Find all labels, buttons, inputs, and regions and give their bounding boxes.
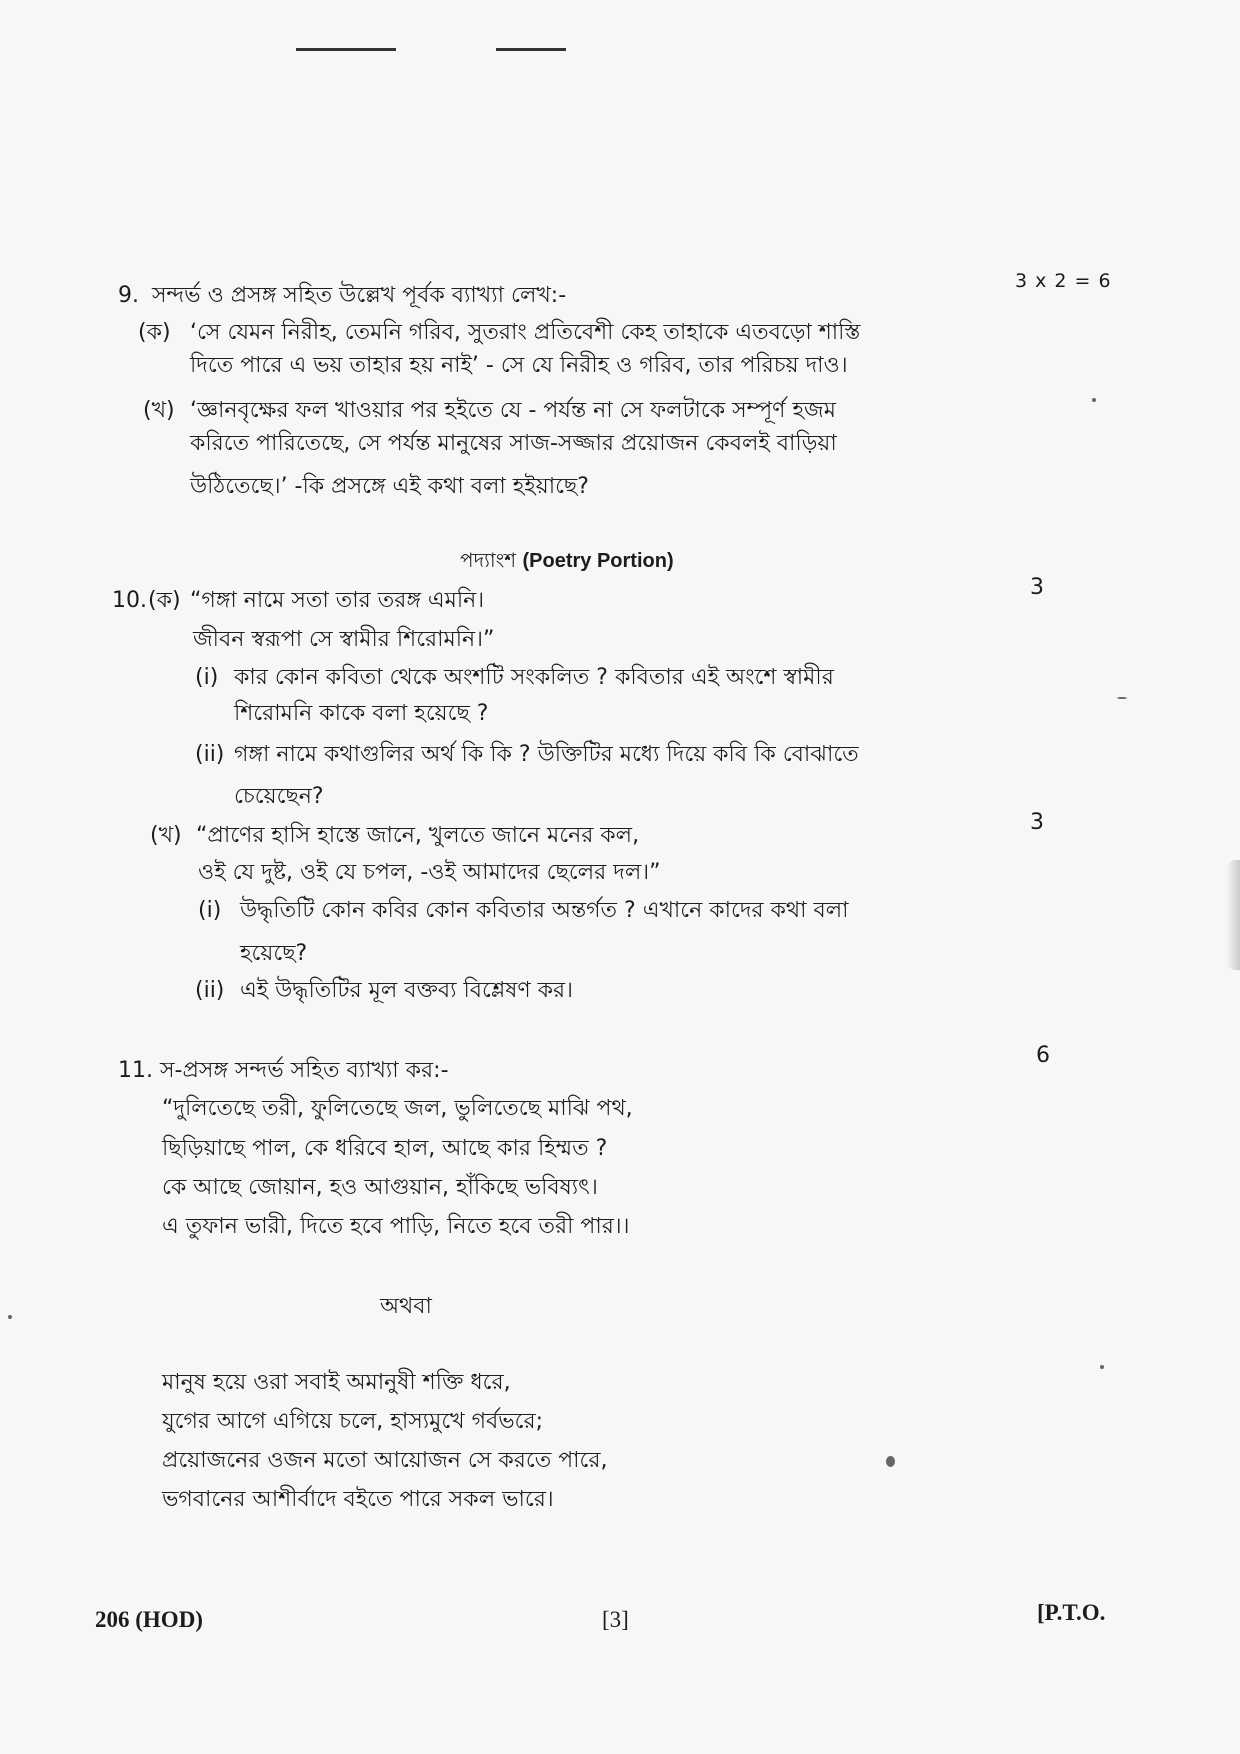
q11-number: 11.	[118, 1058, 153, 1083]
q9b-label: (খ)	[143, 398, 175, 423]
q9a-label: (ক)	[138, 320, 171, 345]
q11-poem2-line-1: মানুষ হয়ে ওরা সবাই অমানুষী শক্তি ধরে,	[162, 1370, 511, 1395]
q9b-line-1: ‘জ্ঞানবৃক্ষের ফল খাওয়ার পর হইতে যে - পর্যন্ত না সে ফলটাকে সম্পূর্ণ হজম	[190, 398, 836, 423]
scan-speck	[1117, 697, 1127, 699]
scan-speck	[1100, 1365, 1104, 1369]
q10b-ii-line-1: এই উদ্ধৃতিটির মূল বক্তব্য বিশ্লেষণ কর।	[240, 978, 573, 1003]
scan-speck	[886, 1456, 895, 1467]
scan-speck	[1092, 398, 1096, 402]
q9-number: 9.	[118, 283, 139, 308]
q11-or-label: অথবা	[380, 1294, 432, 1319]
section-heading	[460, 550, 674, 571]
q10a-ii-line-1: গঙ্গা নামে কথাগুলির অর্থ কি কি ? উক্তিটির মধ্যে দিয়ে কবি কি বোঝাতে	[234, 742, 859, 767]
page-edge-shadow	[1226, 860, 1240, 970]
q10-number: 10.	[112, 588, 147, 613]
q10b-quote-1: “প্রাণের হাসি হাস্তে জানে, খুলতে জানে মনের কল,	[196, 823, 640, 848]
q11-poem2-line-3: প্রয়োজনের ওজন মতো আয়োজন সে করতে পারে,	[162, 1448, 608, 1473]
paper-code: 206 (HOD)	[95, 1607, 203, 1632]
q10b-label: (খ)	[150, 823, 182, 848]
q10b-i-label: (i)	[198, 898, 222, 923]
q10b-quote-2: ওই যে দুষ্ট, ওই যে চপল, -ওই আমাদের ছেলের দল।”	[198, 860, 661, 885]
q10b-ii-label: (ii)	[195, 978, 225, 1003]
q11-poem1-line-2: ছিড়িয়াছে পাল, কে ধরিবে হাল, আছে কার হিম্মত ?	[162, 1136, 608, 1161]
q10a-i-line-1: কার কোন কবিতা থেকে অংশটি সংকলিত ? কবিতার এই অংশে স্বামীর	[234, 665, 834, 690]
q10a-label: (ক)	[148, 588, 181, 613]
q11-poem2-line-2: যুগের আগে এগিয়ে চলে, হাস্যমুখে গর্বভরে;	[162, 1409, 544, 1434]
q10a-quote-1: “গঙ্গা নামে সতা তার তরঙ্গ এমনি।	[190, 588, 485, 613]
q11-poem1-line-3: কে আছে জোয়ান, হও আগুয়ান, হাঁকিছে ভবিষ্যৎ।	[162, 1175, 598, 1200]
section-heading-bn: পদ্যাংশ	[460, 548, 517, 572]
q9b-line-3: উঠিতেছে।’ -কি প্রসঙ্গে এই কথা বলা হইয়াছে?	[190, 474, 589, 499]
q9a-line-1: ‘সে যেমন নিরীহ, তেমনি গরিব, সুতরাং প্রতিবেশী কেহ তাহাকে এতবড়ো শাস্তি	[190, 320, 861, 345]
q10a-i-label: (i)	[195, 665, 219, 690]
q9-marks: 3 x 2 = 6	[1015, 270, 1112, 292]
q10b-marks: 3	[1030, 810, 1044, 835]
q11-poem2-line-4: ভগবানের আশীর্বাদে বইতে পারে সকল ভারে।	[162, 1487, 554, 1512]
scan-speck	[8, 1315, 12, 1319]
q9a-line-2: দিতে পারে এ ভয় তাহার হয় নাই’ - সে যে নিরীহ ও গরিব, তার পরিচয় দাও।	[190, 353, 848, 378]
q10b-i-line-1: উদ্ধৃতিটি কোন কবির কোন কবিতার অন্তর্গত ? এখানে কাদের কথা বলা	[240, 898, 849, 923]
q10b-i-line-2: হয়েছে?	[240, 941, 308, 966]
page-number: [3]	[602, 1607, 629, 1632]
q10a-ii-label: (ii)	[195, 742, 225, 767]
section-heading-en: (Poetry Portion)	[522, 550, 674, 572]
pto-label: [P.T.O.	[1037, 1600, 1106, 1625]
scan-mark	[296, 48, 396, 51]
q11-poem1-line-1: “দুলিতেছে তরী, ফুলিতেছে জল, ভুলিতেছে মাঝি পথ,	[162, 1096, 633, 1121]
q10a-ii-line-2: চেয়েছেন?	[234, 784, 324, 809]
scan-mark	[496, 48, 566, 51]
q11-poem1-line-4: এ তুফান ভারী, দিতে হবে পাড়ি, নিতে হবে তরী পার।।	[162, 1214, 630, 1239]
q10a-marks: 3	[1030, 575, 1044, 600]
q10a-i-line-2: শিরোমনি কাকে বলা হয়েছে ?	[234, 701, 489, 726]
q11-marks: 6	[1036, 1043, 1050, 1068]
q11-instruction: স-প্রসঙ্গ সন্দর্ভ সহিত ব্যাখ্যা কর:-	[160, 1058, 449, 1083]
q9b-line-2: করিতে পারিতেছে, সে পর্যন্ত মানুষের সাজ-সজ্জার প্রয়োজন কেবলই বাড়িয়া	[190, 431, 837, 456]
q10a-quote-2: জীবন স্বরূপা সে স্বামীর শিরোমনি।”	[193, 627, 495, 652]
q9-instruction: সন্দর্ভ ও প্রসঙ্গ সহিত উল্লেখ পূর্বক ব্যাখ্যা লেখ:-	[152, 283, 567, 308]
